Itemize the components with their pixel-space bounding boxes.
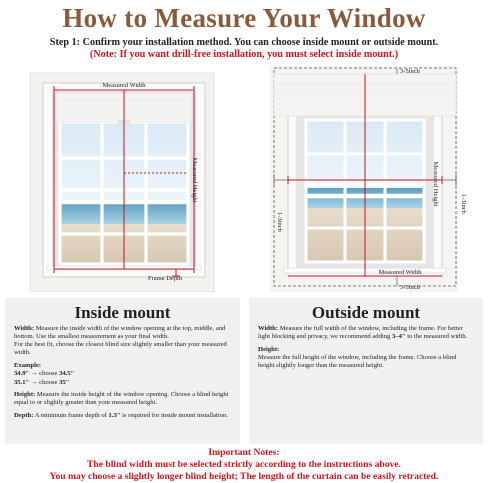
measured-width-label: Measured Width [102, 82, 146, 89]
measured-height-label: Measured Height [191, 157, 198, 203]
step-instructions [0, 37, 488, 61]
inside-height-text: Height: Measure the inside height of the window opening. Choose a blind height equal to or slightly greater than your measured height. [14, 390, 229, 406]
inside-example: Example: 34.9" → choose 34.5" 35.1" → choose 35" [14, 362, 75, 386]
left-offset-label: 1-3inch [276, 212, 283, 232]
inside-depth-text: Depth: A minimum frame depth of 1.3" is required for inside mount installation. [14, 411, 228, 419]
outside-height-text: Height: Measure the full height of the window, including the frame. Choose a blind height slightly longer than the measured height. [258, 346, 457, 370]
step-line: Step 1: Confirm your installation method. You can choose inside mount or outside mount. [49, 37, 439, 48]
bottom-offset-label: 3-5inch [400, 284, 420, 291]
outside-mount-title: Outside mount [311, 303, 421, 322]
frame-depth-label: Frame Depth [148, 275, 183, 282]
measured-height-label: Measured Height [432, 161, 439, 207]
title-banner [0, 0, 488, 36]
inside-mount-illustration [0, 62, 244, 292]
outside-mount-panel [249, 298, 483, 444]
important-line-1: The blind width must be selected strictly according to the instructions above. [87, 459, 401, 470]
measured-width-label: Measured Width [378, 269, 422, 276]
page-title: How to Measure Your Window [62, 2, 426, 33]
step-note: (Note: If you want drill-free installation, you must select inside mount.) [89, 49, 399, 60]
inside-mount-title: Inside mount [74, 303, 171, 322]
inside-width-text: Width: Measure the inside width of the window opening at the top, middle, and bottom. Use the smallest measurement as your final width. For the best fit, choose the closest blind size slightly smaller than your measured width. [14, 325, 227, 357]
inside-mount-panel [5, 298, 240, 444]
outside-mount-illustration [244, 62, 488, 292]
important-line-2: You may choose a slightly longer blind height; The length of the curtain can be easily retracted. [49, 471, 439, 482]
important-heading: Important Notes: [208, 447, 280, 458]
outside-width-text: Width: Measure the full width of the window, including the frame. For better light blocking and privacy, we recommend adding 3–4" to the measured width. [258, 325, 468, 341]
right-offset-label: 1-3inch [460, 194, 467, 214]
top-offset-label: 3-5inch [400, 68, 420, 75]
important-notes [0, 447, 488, 483]
